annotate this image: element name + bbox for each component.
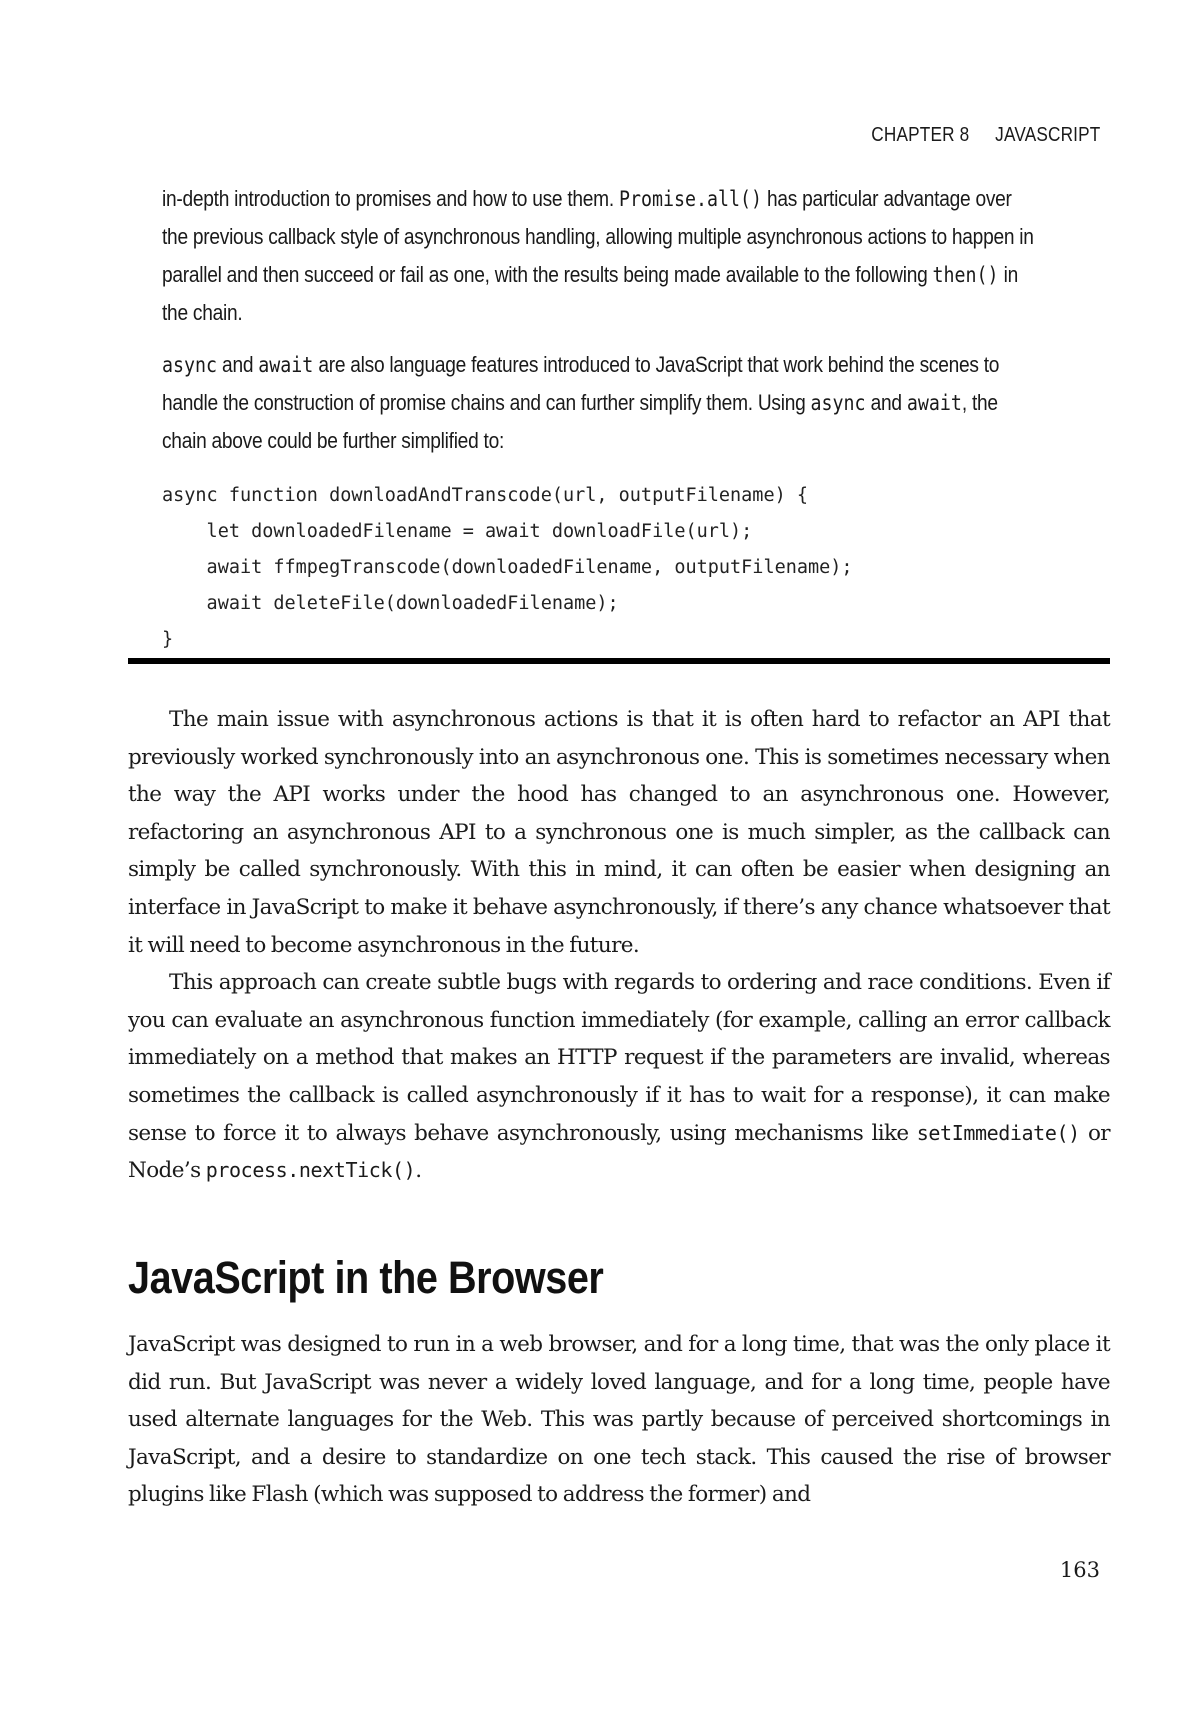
note-paragraph-text <box>162 180 1041 332</box>
body-section-browser <box>128 1326 1110 1514</box>
text-run: in the chain. <box>162 262 1018 325</box>
body-paragraph: The main issue with asynchronous actions is that it is often hard to refactor an API that previously worked synchronously into an asynchronous one. This is sometimes necessary when the way the API works under the hood has changed to an asynchronous one. However, refactoring an asynchronous API to a synchronous one is much simpler, as the callback can simply be called synchronously. With this in mind, it can often be easier when designing an interface in JavaScript to make it behave asynchronously, if there’s any chance whatsoever that it will need to become asynchronous in the future. <box>128 707 1110 958</box>
text-run: and <box>865 390 907 415</box>
note-end-rule <box>128 658 1110 664</box>
text-run: and <box>217 352 259 377</box>
body-paragraph: JavaScript was designed to run in a web browser, and for a long time, that was the only place it did run. But JavaScript was never a widely loved language, and for a long time, people have used alternate languages for the Web. This was partly because of perceived shortcomings in JavaScript, and a desire to standardize on one tech stack. This caused the rise of browser plugins like Flash (which was supposed to address the former) and <box>128 1332 1110 1508</box>
note-paragraph-async-await <box>162 346 1041 460</box>
code-line: async function downloadAndTranscode(url, outputFilename) { <box>162 485 809 506</box>
code-line: let downloadedFilename = await downloadFile(url); <box>162 521 753 542</box>
text-run: or Node’s <box>128 1120 1110 1184</box>
inline-code-next-tick: process.nextTick() <box>205 1158 416 1183</box>
code-line: await ffmpegTranscode(downloadedFilename, outputFilename); <box>162 557 853 578</box>
text-run: . <box>415 1158 422 1184</box>
page-number: 163 <box>1059 1558 1100 1582</box>
code-line: await deleteFile(downloadedFilename); <box>162 593 619 614</box>
inline-code-await: await <box>906 391 962 415</box>
inline-code-await: await <box>258 353 314 377</box>
code-listing <box>162 478 853 658</box>
running-header-chapter: CHAPTER 8 <box>870 124 969 146</box>
text-run: in-depth introduction to promises and how to use them. <box>162 186 619 211</box>
inline-code-async: async <box>810 391 866 415</box>
section-heading: JavaScript in the Browser <box>128 1252 604 1303</box>
inline-code-then: then() <box>932 263 999 287</box>
text-run: has particular advantage over the previous callback style of asynchronous handling, allowing multiple asynchronous actions to happen in parallel and then succeed or fail as one, with the results being made available to the following <box>162 186 1034 287</box>
text-run: , the chain above could be further simplified to: <box>162 390 998 453</box>
inline-code-set-immediate: setImmediate() <box>916 1120 1080 1145</box>
note-paragraph-promises <box>162 180 1041 332</box>
text-run: This approach can create subtle bugs with regards to ordering and race conditions. Even if you can evaluate an asynchronous function immediately (for example, calling an error callback immediately on a method that makes an HTTP request if the parameters are invalid, whereas sometimes the callback is called asynchronously if it has to wait for a response), it can make sense to force it to always behave asynchronously, using mechanisms like <box>128 970 1110 1146</box>
code-line: } <box>162 629 174 650</box>
body-section-async <box>128 701 1110 1190</box>
text-run: are also language features introduced to JavaScript that work behind the scenes to handle the construction of promise chains and can further simplify them. Using <box>162 352 1000 415</box>
note-paragraph-text <box>162 346 1041 460</box>
inline-code-promise-all: Promise.all() <box>618 187 762 211</box>
inline-code-async: async <box>162 353 218 377</box>
running-header <box>871 124 1100 147</box>
body-paragraph <box>128 964 1110 1190</box>
running-header-title: JAVASCRIPT <box>994 124 1100 146</box>
